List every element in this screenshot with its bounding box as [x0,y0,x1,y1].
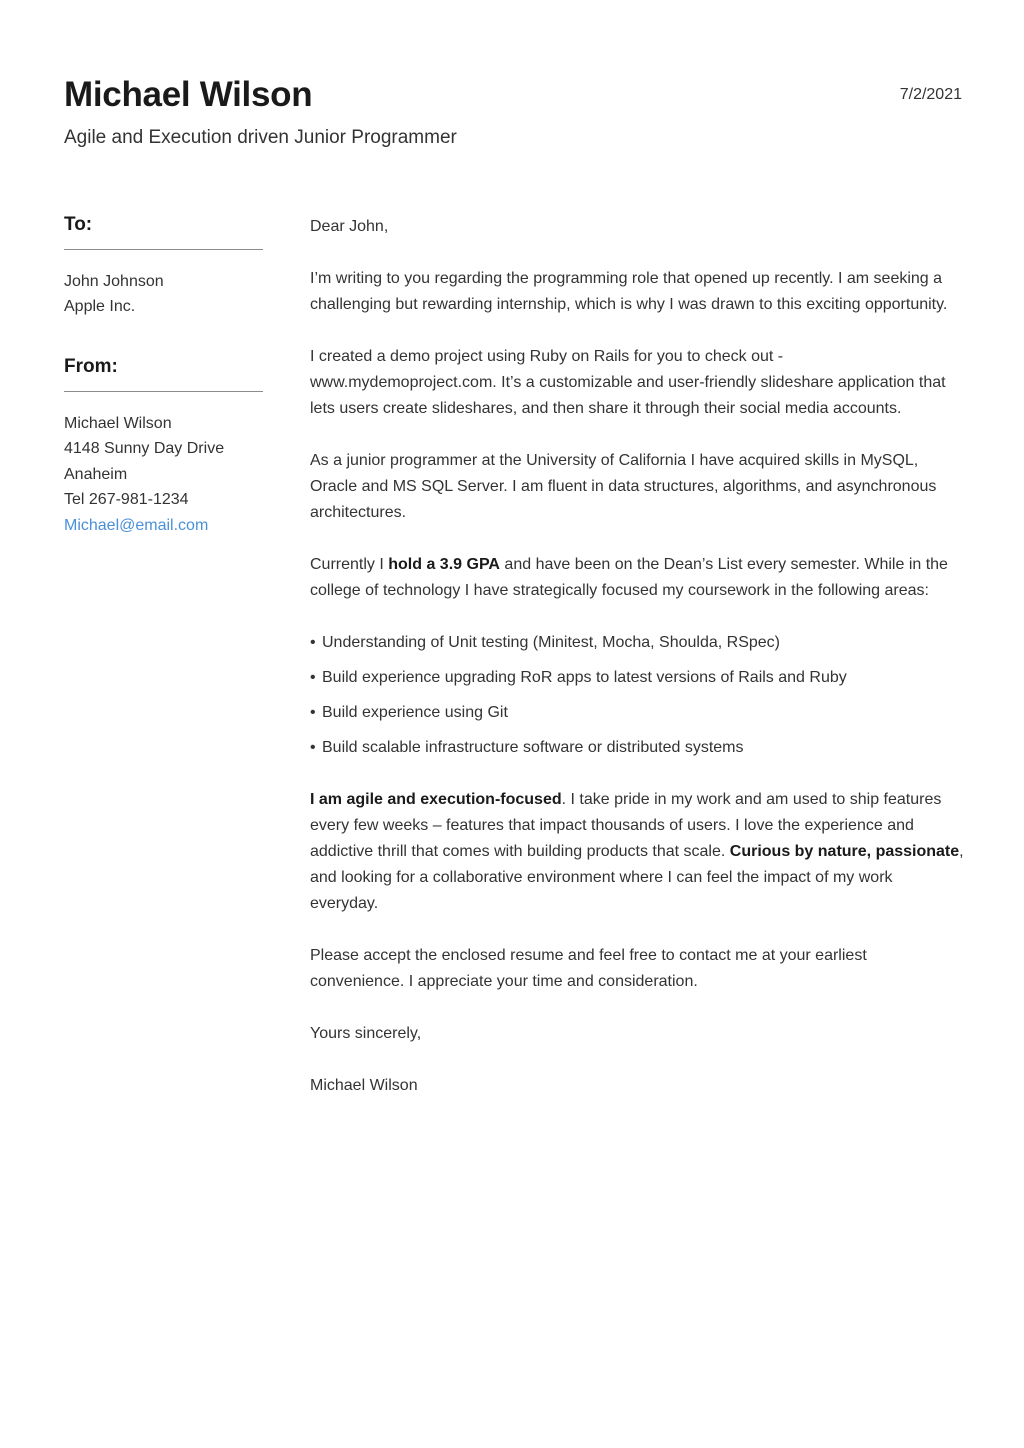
header-tagline: Agile and Execution driven Junior Programmer [64,126,457,148]
paragraph-4-text-after: and have been on the Dean’s List every semester. While in the college of technology I have strategically focused my coursework in the following areas: [310,556,948,599]
letter-paragraph-5 [310,787,965,917]
letter-body [310,214,965,1099]
letter-signature: Michael Wilson [310,1077,418,1094]
list-item: • Build experience upgrading RoR apps to latest versions of Rails and Ruby [310,665,965,691]
letter-signoff: Yours sincerely, [310,1025,422,1042]
document-header [64,76,962,150]
from-divider [64,391,263,392]
from-line-street: 4148 Sunny Day Drive [64,440,225,458]
paragraph-4-text-before: Currently I [310,556,389,573]
curious-highlight: Curious by nature, passionate [729,843,960,860]
to-divider [64,249,263,250]
letter-greeting: Dear John, [310,218,389,235]
letter-paragraph-4 [310,552,965,604]
to-block [64,214,263,320]
from-line-phone: Tel 267-981-1234 [64,491,189,509]
page-title: Michael Wilson [64,75,313,114]
from-line-city: Anaheim [64,465,128,483]
from-heading: From: [64,355,118,377]
paragraph-5-text-end: , and looking for a collaborative environment where I can feel the impact of my work everyday. [310,843,964,912]
letter-paragraph-3: As a junior programmer at the University of California I have acquired skills in MySQL, Oracle and MS SQL Server. I am fluent in data structures, algorithms, and asynchronous architectures. [310,452,937,521]
list-item: • Build experience using Git [310,700,965,726]
letter-paragraph-6: Please accept the enclosed resume and feel free to contact me at your earliest convenience. I appreciate your time and consideration. [310,947,867,990]
coursework-bullet-list [310,630,965,761]
from-block [64,356,263,538]
gpa-highlight: hold a 3.9 GPA [388,556,500,573]
from-lines [64,411,263,539]
to-lines [64,269,263,320]
agile-highlight: I am agile and execution-focused [310,791,562,808]
from-email-link[interactable]: Michael@email.com [64,516,209,534]
letter-paragraph-2: I created a demo project using Ruby on Rails for you to check out - www.mydemoproject.com. It’s a customizable and user-friendly slideshare application that lets users create slideshares, and then share it through their social media accounts. [310,348,946,417]
recipient-sender-sidebar [64,214,263,538]
to-line-name: John Johnson [64,272,164,290]
to-heading: To: [64,214,93,235]
letter-paragraph-1: I’m writing to you regarding the programming role that opened up recently. I am seeking a challenging but rewarding internship, which is why I was drawn to this exciting opportunity. [310,270,948,313]
letter-date: 7/2/2021 [899,86,962,103]
from-line-name: Michael Wilson [64,414,172,432]
list-item: • Build scalable infrastructure software or distributed systems [310,735,965,761]
to-line-company: Apple Inc. [64,298,136,316]
list-item: • Understanding of Unit testing (Minitest, Mocha, Shoulda, RSpec) [310,630,965,656]
paragraph-5-text-middle: . I take pride in my work and am used to ship features every few weeks – features that impact thousands of users. I love the experience and addictive thrill that comes with building products that scale. [310,791,942,860]
